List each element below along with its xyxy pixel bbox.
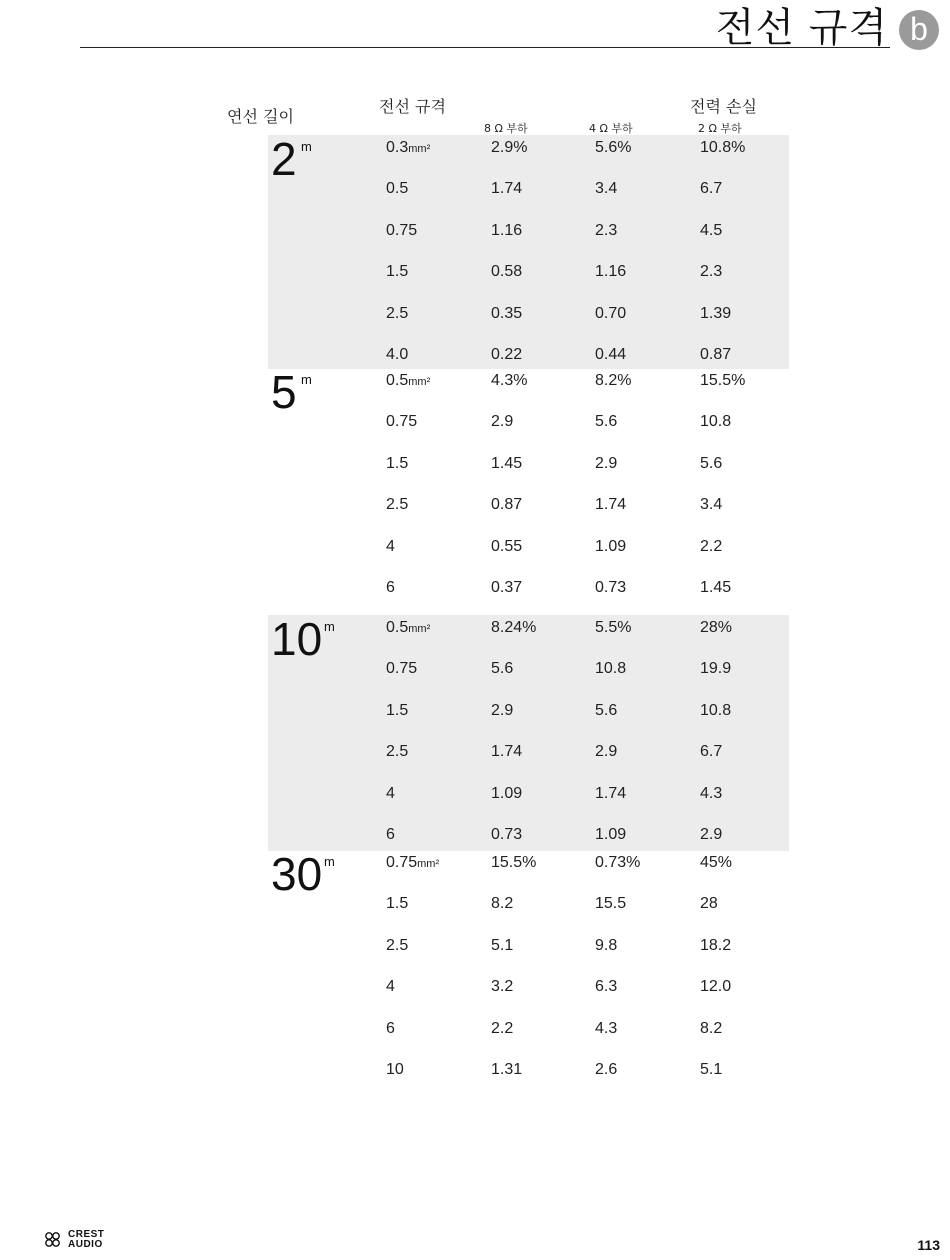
table-row xyxy=(0,537,950,557)
loss-4-ohm-cell: 2.9 xyxy=(595,743,618,761)
logo-line-2: AUDIO xyxy=(68,1239,103,1250)
gauge-cell xyxy=(386,1019,395,1039)
loss-4-ohm-cell: 1.09 xyxy=(595,826,627,843)
gauge-value: 10 xyxy=(386,1061,404,1078)
loss-8-ohm-cell: 4.3% xyxy=(491,372,528,389)
table-row xyxy=(0,578,950,598)
gauge-unit: mm² xyxy=(408,623,431,635)
loss-4-ohm-cell: 0.44 xyxy=(595,346,627,363)
page-number: 113 xyxy=(917,1237,940,1253)
length-unit: m xyxy=(324,619,335,634)
loss-2-ohm-cell: 45% xyxy=(700,854,733,871)
gauge-cell xyxy=(386,495,408,515)
loss-8-ohm-cell: 1.16 xyxy=(491,221,523,239)
loss-8-ohm-cell: 0.87 xyxy=(491,496,523,514)
loss-4-ohm-cell: 15.5 xyxy=(595,895,627,913)
table-row xyxy=(0,412,950,432)
table-row xyxy=(0,618,950,638)
loss-2-ohm-cell: 1.39 xyxy=(700,304,732,322)
loss-8-ohm-cell: 2.9 xyxy=(491,413,514,431)
gauge-value: 0.75 xyxy=(386,221,418,239)
gauge-cell xyxy=(386,138,430,159)
wire-gauge-label: 전선 규격 xyxy=(379,97,446,116)
loss-2-ohm-cell: 6.7 xyxy=(700,743,723,761)
table-row xyxy=(0,345,950,365)
loss-8-ohm-cell: 3.2 xyxy=(491,978,514,996)
table-row xyxy=(0,495,950,515)
loss-2-ohm-cell: 4.5 xyxy=(700,221,723,239)
loss-2-ohm-cell: 10.8 xyxy=(700,701,732,719)
gauge-value: 4 xyxy=(386,784,395,802)
gauge-value: 2.5 xyxy=(386,743,409,761)
loss-4-ohm-cell: 1.09 xyxy=(595,537,627,555)
page-title: 전선 규격 xyxy=(715,5,888,51)
crest-audio-logo xyxy=(44,1230,124,1250)
loss-4-ohm-cell: 1.74 xyxy=(595,784,627,802)
gauge-cell xyxy=(386,742,408,762)
loss-8-ohm-cell: 2.2 xyxy=(491,1019,514,1037)
loss-2-ohm-cell: 5.1 xyxy=(700,1061,723,1078)
loss-8-ohm-cell: 0.58 xyxy=(491,263,523,281)
section-badge: b xyxy=(899,10,939,50)
gauge-cell xyxy=(386,894,408,914)
table-row xyxy=(0,454,950,474)
gauge-cell xyxy=(386,345,408,365)
loss-4-ohm-cell: 4.3 xyxy=(595,1019,618,1037)
loss-4-ohm-cell: 5.6% xyxy=(595,139,632,156)
gauge-cell xyxy=(386,537,395,557)
loss-2-ohm-cell: 5.6 xyxy=(700,454,723,472)
loss-2-ohm-cell: 12.0 xyxy=(700,978,732,996)
group-shading-table xyxy=(381,615,789,851)
gauge-value: 2.5 xyxy=(386,304,409,322)
loss-4-ohm-cell: 6.3 xyxy=(595,978,618,996)
loss-8-ohm-cell: 8.2 xyxy=(491,895,514,913)
loss-8-ohm-cell: 0.37 xyxy=(491,579,523,596)
loss-4-ohm-cell: 0.73% xyxy=(595,854,641,871)
table-row xyxy=(0,262,950,282)
loss-4-ohm-cell: 2.9 xyxy=(595,454,618,472)
loss-4-ohm-cell: 0.70 xyxy=(595,304,627,322)
loss-4-ohm-cell: 9.8 xyxy=(595,936,618,954)
gauge-cell xyxy=(386,371,430,392)
gauge-value: 0.5 xyxy=(386,180,409,198)
length-value: 10 xyxy=(271,613,323,665)
loss-4-ohm-cell: 8.2% xyxy=(595,372,632,389)
loss-8-ohm-cell: 1.45 xyxy=(491,454,523,472)
loss-8-ohm-cell: 1.09 xyxy=(491,784,523,802)
loss-8-ohm-cell: 1.74 xyxy=(491,180,523,198)
logo-line-1: CREST xyxy=(68,1229,105,1240)
gauge-value: 0.3 xyxy=(386,139,409,156)
gauge-cell xyxy=(386,825,395,845)
loss-2-ohm-cell: 3.4 xyxy=(700,496,723,514)
loss-8-ohm-cell: 2.9 xyxy=(491,701,514,719)
gauge-cell xyxy=(386,618,430,639)
length-value: 5 xyxy=(271,366,297,418)
gauge-unit: mm² xyxy=(417,858,440,870)
gauge-cell xyxy=(386,853,439,874)
loss-8-ohm-cell: 1.31 xyxy=(491,1061,523,1078)
load-4-ohm-label: 4 Ω 부하 xyxy=(589,122,633,135)
loss-2-ohm-cell: 2.3 xyxy=(700,263,723,281)
gauge-cell xyxy=(386,977,395,997)
loss-2-ohm-cell: 2.9 xyxy=(700,826,723,843)
gauge-cell xyxy=(386,701,408,721)
loss-2-ohm-cell: 8.2 xyxy=(700,1019,723,1037)
length-unit: m xyxy=(324,854,335,869)
gauge-cell xyxy=(386,936,408,956)
length-unit: m xyxy=(301,372,312,387)
length-unit: m xyxy=(301,139,312,154)
table-row xyxy=(0,1060,950,1080)
loss-2-ohm-cell: 10.8 xyxy=(700,413,732,431)
gauge-value: 1.5 xyxy=(386,454,409,472)
loss-2-ohm-cell: 4.3 xyxy=(700,784,723,802)
cable-length-label: 연선 길이 xyxy=(227,107,294,126)
loss-2-ohm-cell: 28% xyxy=(700,619,733,636)
loss-4-ohm-cell: 2.3 xyxy=(595,221,618,239)
gauge-cell xyxy=(386,659,417,679)
gauge-value: 2.5 xyxy=(386,936,409,954)
table-row xyxy=(0,853,950,873)
loss-8-ohm-cell: 0.22 xyxy=(491,346,523,363)
table-row xyxy=(0,742,950,762)
header-divider xyxy=(80,47,890,48)
gauge-unit: mm² xyxy=(408,143,431,155)
table-row xyxy=(0,825,950,845)
gauge-value: 0.75 xyxy=(386,854,418,871)
loss-8-ohm-cell: 5.1 xyxy=(491,936,514,954)
gauge-cell xyxy=(386,578,395,598)
table-row xyxy=(0,894,950,914)
gauge-value: 2.5 xyxy=(386,496,409,514)
gauge-value: 1.5 xyxy=(386,263,409,281)
loss-2-ohm-cell: 6.7 xyxy=(700,180,723,198)
logo-text xyxy=(68,1230,104,1250)
loss-8-ohm-cell: 8.24% xyxy=(491,619,537,636)
gauge-value: 1.5 xyxy=(386,895,409,913)
loss-2-ohm-cell: 18.2 xyxy=(700,936,732,954)
loss-2-ohm-cell: 10.8% xyxy=(700,139,746,156)
gauge-cell xyxy=(386,304,408,324)
gauge-value: 6 xyxy=(386,826,395,843)
gauge-value: 4 xyxy=(386,537,395,555)
loss-8-ohm-cell: 5.6 xyxy=(491,660,514,678)
loss-4-ohm-cell: 5.5% xyxy=(595,619,632,636)
power-loss-label: 전력 손실 xyxy=(690,97,757,116)
gauge-cell xyxy=(386,179,408,199)
gauge-value: 0.75 xyxy=(386,660,418,678)
loss-4-ohm-cell: 10.8 xyxy=(595,660,627,678)
gauge-value: 6 xyxy=(386,1019,395,1037)
loss-2-ohm-cell: 15.5% xyxy=(700,372,746,389)
table-row xyxy=(0,1019,950,1039)
logo-mark-icon xyxy=(44,1232,64,1248)
table-row xyxy=(0,221,950,241)
gauge-value: 4.0 xyxy=(386,346,409,363)
table-row xyxy=(0,138,950,158)
table-row xyxy=(0,659,950,679)
table-row xyxy=(0,371,950,391)
loss-8-ohm-cell: 1.74 xyxy=(491,743,523,761)
loss-2-ohm-cell: 28 xyxy=(700,895,718,913)
gauge-cell xyxy=(386,784,395,804)
load-8-ohm-label: 8 Ω 부하 xyxy=(484,122,528,135)
table-row xyxy=(0,304,950,324)
loss-4-ohm-cell: 5.6 xyxy=(595,701,618,719)
length-value: 2 xyxy=(271,133,297,185)
gauge-value: 0.5 xyxy=(386,619,409,636)
length-value: 30 xyxy=(271,848,323,900)
gauge-value: 0.75 xyxy=(386,413,418,431)
gauge-cell xyxy=(386,412,417,432)
gauge-value: 4 xyxy=(386,978,395,996)
gauge-value: 0.5 xyxy=(386,372,409,389)
loss-2-ohm-cell: 1.45 xyxy=(700,579,732,596)
loss-8-ohm-cell: 0.55 xyxy=(491,537,523,555)
loss-8-ohm-cell: 15.5% xyxy=(491,854,537,871)
loss-4-ohm-cell: 1.16 xyxy=(595,263,627,281)
table-row xyxy=(0,179,950,199)
gauge-cell xyxy=(386,454,408,474)
load-2-ohm-label: 2 Ω 부하 xyxy=(698,122,742,135)
loss-8-ohm-cell: 0.35 xyxy=(491,304,523,322)
gauge-value: 6 xyxy=(386,579,395,596)
group-shading-table xyxy=(381,135,789,369)
table-row xyxy=(0,701,950,721)
loss-4-ohm-cell: 2.6 xyxy=(595,1061,618,1078)
table-row xyxy=(0,936,950,956)
loss-8-ohm-cell: 0.73 xyxy=(491,826,523,843)
loss-2-ohm-cell: 19.9 xyxy=(700,660,732,678)
loss-4-ohm-cell: 0.73 xyxy=(595,579,627,596)
gauge-unit: mm² xyxy=(408,376,431,388)
loss-2-ohm-cell: 2.2 xyxy=(700,537,723,555)
loss-4-ohm-cell: 5.6 xyxy=(595,413,618,431)
table-row xyxy=(0,784,950,804)
loss-4-ohm-cell: 3.4 xyxy=(595,180,618,198)
loss-2-ohm-cell: 0.87 xyxy=(700,346,732,363)
table-row xyxy=(0,977,950,997)
loss-4-ohm-cell: 1.74 xyxy=(595,496,627,514)
gauge-cell xyxy=(386,262,408,282)
loss-8-ohm-cell: 2.9% xyxy=(491,139,528,156)
gauge-cell xyxy=(386,221,417,241)
gauge-value: 1.5 xyxy=(386,701,409,719)
gauge-cell xyxy=(386,1060,404,1080)
